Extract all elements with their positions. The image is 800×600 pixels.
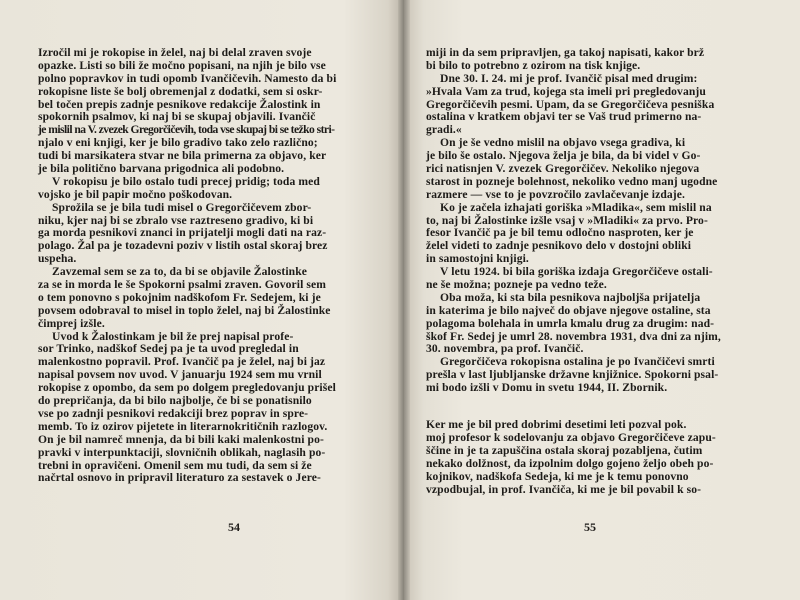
text-line: pravki v interpunktaciji, slovničnih oblikah, naglasih po-	[38, 445, 326, 459]
text-line: do prepričanja, da bi bilo najbolje, če bi se ponatisnilo	[38, 394, 312, 408]
text-line: uspeha.	[38, 252, 77, 266]
text-line: razmere — vse to je povzročilo zavlačevanje izdaje.	[426, 187, 685, 201]
text-line: to, naj bi Žalostinke izšle vsaj v »Mladiki« za prvo. Pro-	[426, 213, 708, 227]
text-line: nekako dolžnost, da izpolnim dolgo gojeno željo obeh po-	[426, 456, 714, 470]
text-line: Ker me je bil pred dobrimi desetimi leti pozval pok.	[426, 418, 687, 432]
text-line: napisal povsem nov uvod. V januarju 1924 sem mu vrnil	[38, 368, 322, 382]
text-line: Ko je začela izhajati goriška »Mladika«, sem mislil na	[440, 200, 712, 214]
page-number: 55	[584, 520, 596, 534]
text-line: sor Trinko, nadškof Sedej pa je ta uvod pregledal in	[38, 342, 299, 356]
text-line: niku, kjer naj bi se zbralo vse raztreseno gradivo, ki bi	[38, 213, 314, 227]
text-line: kojnikov, nadškofa Sedeja, ki me je k temu ponovno	[426, 469, 689, 483]
text-line: vse po zadnji pesnikovi redakciji brez poprav in spre-	[38, 406, 309, 420]
text-line: ostalina v kratkem objavi ter se Vaš trud primerno na-	[426, 110, 702, 124]
text-line: polno popravkov in tudi opomb Ivančičevih. Namesto da bi	[38, 71, 337, 85]
text-line: bel točen prepis zadnje pesnikove redakcije Žalostink in	[38, 97, 321, 111]
text-line: rici natisnjen V. zvezek Gregorčičev. Nekoliko njegova	[426, 162, 700, 176]
text-line: želel videti to zadnje pesnikovo delo v dostojni obliki	[426, 239, 692, 253]
text-line: gradi.«	[426, 123, 462, 137]
text-line: malenkostno popravil. Prof. Ivančič pa je želel, naj bi jaz	[38, 355, 326, 369]
text-line: ščine in je ta zapuščina ostala skoraj pozabljena, čutim	[426, 443, 703, 457]
text-line: prešla v last ljubljanske državne knjižnice. Spokorni psal-	[426, 368, 719, 382]
text-line: o tem ponovno s pokojnim nadškofom Fr. Sedejem, ki je	[38, 290, 321, 304]
text-line: moj profesor k sodelovanju za objavo Gregorčičeve zapu-	[426, 430, 716, 444]
text-line: fesor Ivančič pa je bil temu odločno nasproten, ker je	[426, 226, 694, 240]
right-page-text	[426, 47, 766, 496]
text-line: vojsko je bil papir močno poškodovan.	[38, 187, 233, 201]
page-number: 54	[228, 520, 240, 534]
left-page-text	[38, 47, 386, 485]
text-line: načrtal osnovo in pripravil literaturo za sestavek o Jere-	[38, 471, 321, 485]
text-line: je bila politično barvana prigodnica ali podobno.	[38, 162, 285, 176]
text-line: vzpodbujal, in prof. Ivančiča, ki me je bil povabil k so-	[426, 482, 702, 496]
text-line: in katerima je bilo največ do objave njegove ostaline, sta	[426, 303, 711, 317]
text-line: miji in da sem pripravljen, ga takoj napisati, kakor brž	[426, 46, 705, 59]
text-line: je bilo še ostalo. Njegova želja je bila, da bi videl v Go-	[426, 149, 701, 163]
text-line: mi bodo izšli v Domu in svetu 1944, II. Zbornik.	[426, 381, 668, 395]
text-line: Zavzemal sem se za to, da bi se objavile Žalostinke	[52, 265, 307, 279]
text-line: opazke. Listi so bili že močno popisani, na njih je bilo vse	[38, 58, 326, 72]
text-line: starost in pozneje bolehnost, nekoliko vedno manj ugodne	[426, 174, 718, 188]
text-line: memb. To iz ozirov pijetete in literarnokritičnih razlogov.	[38, 419, 328, 433]
text-line: On je še vedno mislil na objavo vsega gradiva, ki	[440, 136, 686, 150]
text-line: Sprožila se je bila tudi misel o Gregorčičevem zbor-	[52, 200, 312, 214]
text-line: za se in morda le še Spokorni psalmi zraven. Govoril sem	[38, 278, 327, 292]
text-line: V rokopisu je bilo ostalo tudi precej pridig; toda med	[52, 174, 320, 188]
text-line: Izročil mi je rokopise in želel, naj bi delal zraven svoje	[38, 46, 312, 59]
text-line: Gregorčičevih pesmi. Upam, da se Gregorčičeva pesniška	[426, 97, 715, 111]
text-line: 30. novembra, pa prof. Ivančič.	[426, 342, 584, 356]
text-line: polago. Žal pa je tozadevni poziv v listih ostal skoraj brez	[38, 239, 328, 253]
text-line: polagoma bolehala in umrla kmalu drug za drugim: nad-	[426, 316, 715, 330]
text-line: Dne 30. I. 24. mi je prof. Ivančič pisal med drugim:	[440, 71, 698, 85]
right-page	[404, 0, 800, 600]
text-line: rokopise z opombo, da sem po dolgem pregledovanju prišel	[38, 381, 336, 395]
text-line: On je bil namreč mnenja, da bi bili kaki malenkostni po-	[38, 432, 324, 446]
text-line: V letu 1924. bi bila goriška izdaja Gregorčičeve ostali-	[440, 265, 713, 279]
text-line: rokopisne liste še bolj obremenjal z dodatki, sem si oskr-	[38, 84, 323, 98]
text-line: njalo v eni knjigi, ker je bilo gradivo tako zelo različno;	[38, 136, 318, 150]
text-line: Gregorčičeva rokopisna ostalina je po Ivančičevi smrti	[440, 355, 715, 369]
text-line: je mislil na V. zvezek Gregorčičevih, toda vse skupaj bi se težko stri-	[38, 123, 335, 137]
text-line: ne še možna; pozneje pa vedno teže.	[426, 278, 607, 292]
text-line: spokornih psalmov, ki naj bi se skupaj objavili. Ivančič	[38, 110, 316, 124]
text-line: in samostojni knjigi.	[426, 252, 529, 266]
text-line: čimprej izšle.	[38, 316, 105, 330]
book-gutter	[398, 0, 410, 600]
section-gap	[426, 395, 766, 419]
text-line: »Hvala Vam za trud, kojega sta imeli pri pregledovanju	[426, 84, 706, 98]
text-line: bi bilo to potrebno z ozirom na tisk knjige.	[426, 58, 641, 72]
text-line: trebni in opravičeni. Omenil sem mu tudi, da sem si že	[38, 458, 312, 472]
text-line: povsem odobraval to misel in toplo želel, naj bi Žalostinke	[38, 303, 331, 317]
text-line: škof Fr. Sedej je umrl 28. novembra 1931, dva dni za njim,	[426, 329, 721, 343]
text-line: tudi bi marsikatera stvar ne bila primerna za objavo, ker	[38, 149, 327, 163]
text-line: Uvod k Žalostinkam je bil že prej napisal profe-	[52, 329, 294, 343]
text-line: Oba moža, ki sta bila pesnikova najboljša prijatelja	[440, 290, 701, 304]
text-line: ga morda pesnikovi znanci in prijatelji mogli dati na raz-	[38, 226, 327, 240]
